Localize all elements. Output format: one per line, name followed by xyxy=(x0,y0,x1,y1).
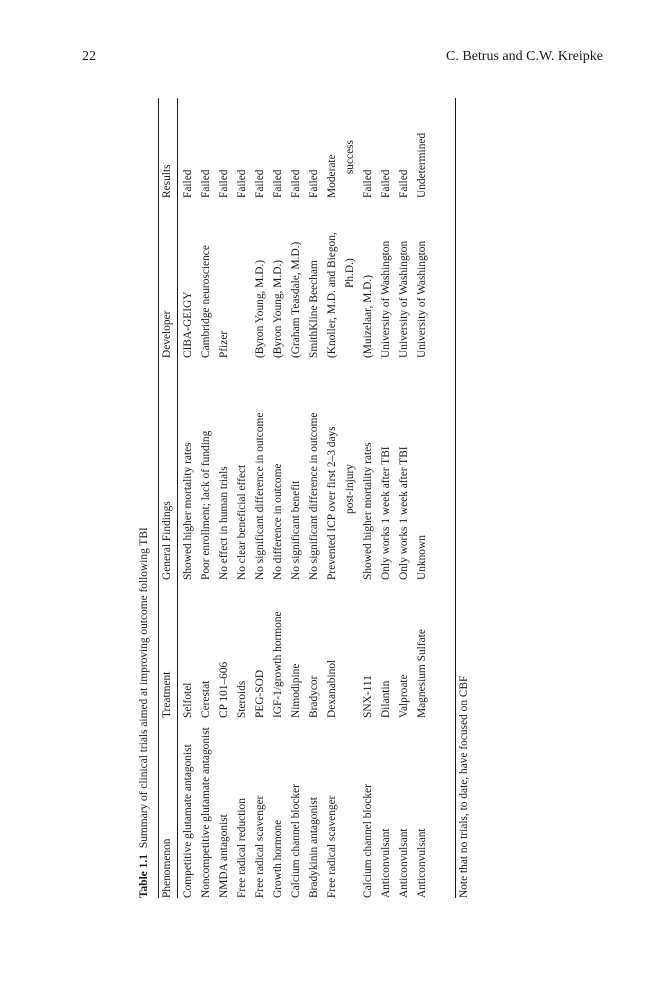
cell-result: Failed xyxy=(380,169,392,198)
cell-developer: University of Washington xyxy=(398,240,410,358)
cell-treatment: Steroids xyxy=(236,680,248,718)
cell-phenomenon: Calcium channel blocker xyxy=(362,784,374,898)
cell-findings: Prevented ICP over first 2–3 days xyxy=(326,426,338,580)
cell-result: Undetermined xyxy=(416,132,428,198)
cell-findings: No significant benefit xyxy=(290,480,302,580)
cell-developer: University of Washington xyxy=(380,240,392,358)
table-top-rule xyxy=(158,98,159,898)
table-bottom-rule xyxy=(455,98,456,898)
cell-phenomenon: Free radical reduction xyxy=(236,798,248,898)
cell-phenomenon: Anticonvulsant xyxy=(416,828,428,898)
cell-phenomenon: Growth hormone xyxy=(272,819,284,898)
cell-phenomenon: Bradykinin antagonist xyxy=(308,797,320,898)
cell-findings: Unknown xyxy=(416,535,428,580)
running-head: C. Betrus and C.W. Kreipke xyxy=(446,49,603,64)
cell-treatment: Dexanabinol xyxy=(326,659,338,718)
cell-result: Failed xyxy=(254,169,266,198)
cell-phenomenon: Competitive glutamate antagonist xyxy=(182,744,194,898)
cell-developer: SmithKline Beecham xyxy=(308,260,320,358)
table-header-rule xyxy=(177,98,178,898)
col-header-findings: General Findings xyxy=(161,501,173,580)
cell-phenomenon: Free radical scavenger xyxy=(254,795,266,898)
cell-findings: No effect in human trials xyxy=(218,466,230,580)
cell-result: success xyxy=(344,140,356,175)
cell-treatment: Magnesium Sulfate xyxy=(416,629,428,718)
cell-phenomenon: NMDA antagonist xyxy=(218,814,230,898)
cell-findings: No difference in outcome xyxy=(272,463,284,580)
cell-result: Moderate xyxy=(326,154,338,198)
table-caption xyxy=(138,527,150,898)
cell-developer: (Graham Teasdale, M.D.) xyxy=(290,241,302,358)
col-header-results: Results xyxy=(161,164,173,198)
cell-result: Failed xyxy=(272,169,284,198)
cell-findings: No significant difference in outcome xyxy=(254,412,266,580)
cell-phenomenon: Anticonvulsant xyxy=(380,828,392,898)
cell-developer: Ph.D.) xyxy=(344,258,356,288)
cell-developer: (Byron Young, M.D.) xyxy=(272,259,284,358)
rotated-table xyxy=(138,98,478,898)
cell-findings: Showed higher mortality rates xyxy=(362,442,374,580)
cell-result: Failed xyxy=(236,169,248,198)
col-header-treatment: Treatment xyxy=(161,671,173,718)
cell-treatment: Dilantin xyxy=(380,680,392,718)
cell-developer: CIBA-GEIGY xyxy=(182,291,194,358)
cell-developer: Cambridge neuroscience xyxy=(200,245,212,358)
cell-result: Failed xyxy=(218,169,230,198)
cell-developer: (Knoller, M.D. and Biegon, xyxy=(326,232,338,358)
cell-developer: Pfizer xyxy=(218,330,230,358)
table-caption-text: Summary of clinical trials aimed at improving outcome following TBI xyxy=(138,527,150,849)
cell-treatment: Nimodipine xyxy=(290,663,302,718)
cell-phenomenon: Calcium channel blocker xyxy=(290,784,302,898)
cell-developer: University of Washington xyxy=(416,240,428,358)
cell-phenomenon: Free radical scavenger xyxy=(326,795,338,898)
table-note: Note that no trials, to date, have focused on CBF xyxy=(458,675,470,898)
cell-findings: Showed higher mortality rates xyxy=(182,442,194,580)
cell-treatment: IGF-1/growth hormone xyxy=(272,611,284,718)
cell-treatment: Selfotel xyxy=(182,682,194,718)
cell-findings: Only works 1 week after TBI xyxy=(380,446,392,580)
cell-findings: Only works 1 week after TBI xyxy=(398,446,410,580)
cell-result: Failed xyxy=(290,169,302,198)
cell-findings: No significant difference in outcome xyxy=(308,412,320,580)
cell-result: Failed xyxy=(308,169,320,198)
cell-treatment: Valproate xyxy=(398,674,410,718)
cell-treatment: Bradycor xyxy=(308,675,320,718)
cell-phenomenon: Noncompetitive glutamate antagonist xyxy=(200,727,212,898)
cell-treatment: CP 101–606 xyxy=(218,661,230,718)
cell-result: Failed xyxy=(182,169,194,198)
cell-result: Failed xyxy=(398,169,410,198)
cell-findings: No clear beneficial effect xyxy=(236,464,248,580)
cell-result: Failed xyxy=(362,169,374,198)
col-header-developer: Developer xyxy=(161,310,173,358)
cell-result: Failed xyxy=(200,169,212,198)
cell-treatment: PEG-SOD xyxy=(254,669,266,718)
page-number: 22 xyxy=(82,49,96,64)
cell-phenomenon: Anticonvulsant xyxy=(398,828,410,898)
cell-developer: (Byron Young, M.D.) xyxy=(254,259,266,358)
table-label: Table 1.1 xyxy=(138,854,150,898)
cell-treatment: Cerestat xyxy=(200,680,212,718)
cell-findings: Poor enrollment; lack of funding xyxy=(200,430,212,580)
cell-developer: (Muizelaar, M.D.) xyxy=(362,274,374,358)
cell-findings: post-injury xyxy=(344,464,356,514)
col-header-phenomenon: Phenomenon xyxy=(161,838,173,898)
cell-treatment: SNX-111 xyxy=(362,675,374,718)
